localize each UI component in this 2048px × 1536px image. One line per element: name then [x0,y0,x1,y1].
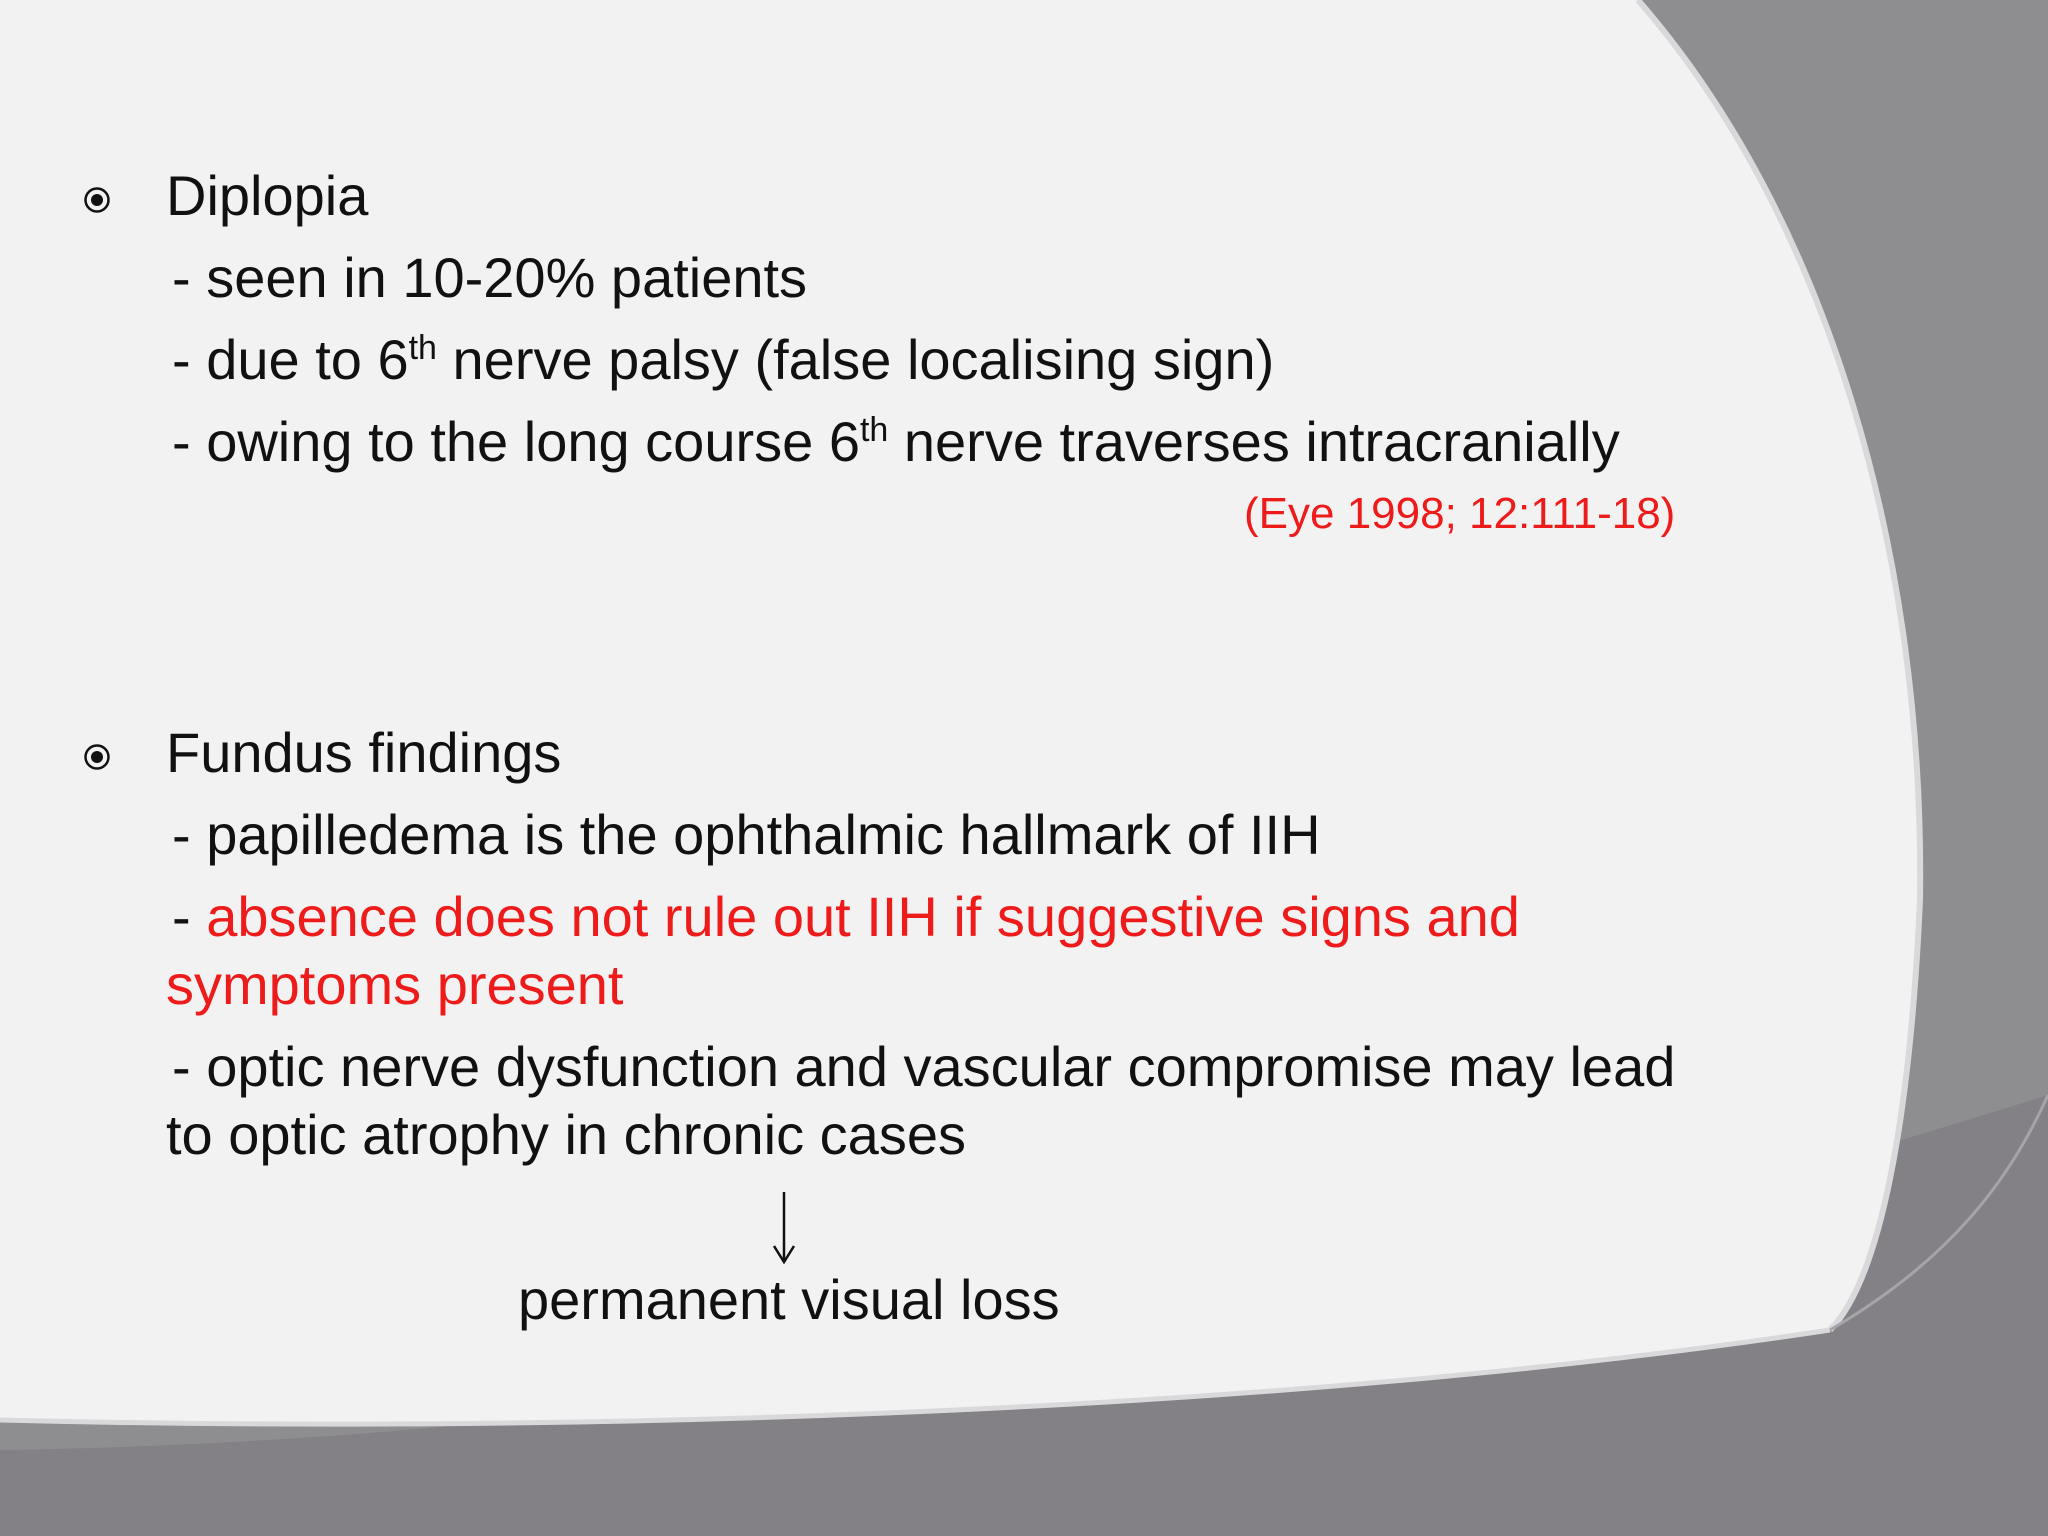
diplopia-line-2: - due to 6th nerve palsy (false localising sign) [172,328,1275,391]
result-text: permanent visual loss [518,1268,1060,1331]
fundus-line-3: - optic nerve dysfunction and vascular compromise may lead [172,1035,1676,1098]
target-circle-bullet-icon [84,744,110,770]
section-title-fundus-findings: Fundus findings [166,721,562,784]
superscript: th [408,329,437,367]
fundus-line-1: - papilledema is the ophthalmic hallmark of IIH [172,803,1321,866]
diplopia-line-3: - owing to the long course 6th nerve traverses intracranially [172,410,1620,473]
fundus-line-2-continued: symptoms present [166,953,624,1016]
fundus-line-3-continued: to optic atrophy in chronic cases [166,1103,966,1166]
superscript: th [859,411,889,449]
citation-reference: (Eye 1998; 12:111-18) [1244,489,1676,538]
diplopia-line-1: - seen in 10-20% patients [172,246,808,309]
section-title-diplopia: Diplopia [166,164,369,227]
fundus-line-2: - absence does not rule out IIH if suggestive signs and [172,885,1520,948]
down-arrow-icon [768,1190,800,1266]
target-circle-bullet-icon [84,187,110,213]
highlight-text: absence does not rule out IIH if suggestive signs and [206,885,1520,948]
